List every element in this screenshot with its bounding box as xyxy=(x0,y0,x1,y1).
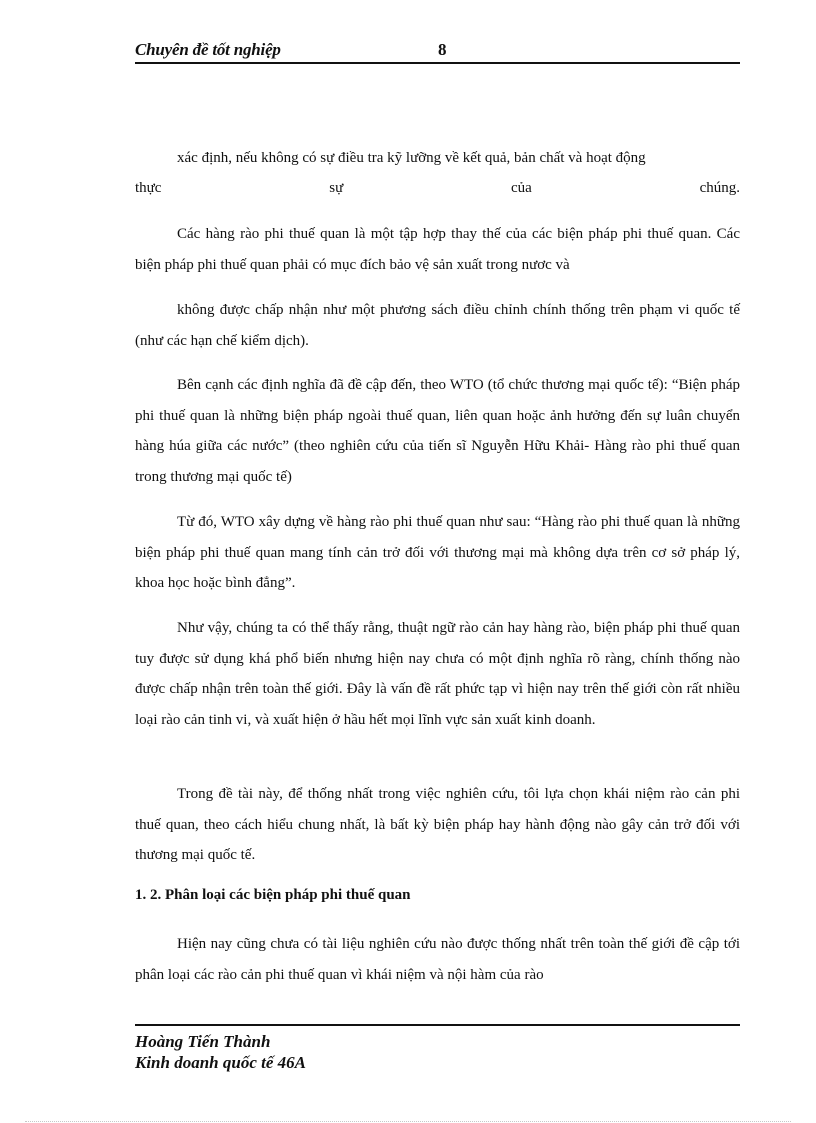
paragraph-1-line-2: thực sự của chúng. xyxy=(135,180,740,196)
section-heading: 1. 2. Phân loại các biện pháp phi thuế quan xyxy=(135,887,411,903)
page-footer xyxy=(135,1024,740,1073)
paragraph-8: Hiện nay cũng chưa có tài liệu nghiên cứu nào được thống nhất trên toàn thế giới đề cập tới phân loại các rào cản phi thuế quan vì khái niệm và nội hàm của rào xyxy=(135,936,740,983)
paragraph-1-line-1: xác định, nếu không có sự điều tra kỹ lưỡng về kết quả, bản chất và hoạt động xyxy=(177,150,646,166)
paragraph-2: Các hàng rào phi thuế quan là một tập hợp thay thế của các biện pháp phi thuế quan. Các biện pháp phi thuế quan phải có mục đích bảo vệ sản xuất trong nươc và xyxy=(135,226,740,273)
paragraph-3: không được chấp nhận như một phương sách điều chỉnh chính thống trên phạm vi quốc tế (như các hạn chế kiểm dịch). xyxy=(135,302,740,349)
paragraph-6: Như vậy, chúng ta có thể thấy rằng, thuật ngữ rào cản hay hàng rào, biện pháp phi thuế quan tuy được sử dụng khá phổ biến nhưng hiện nay chưa có một định nghĩa rõ ràng, chính thống nào được chấp nhận trên toàn thế giới. Đây là vấn đề rất phức tạp vì hiện nay trên thế giới còn rất nhiều loại rào cản tinh vi, và xuất hiện ở hầu hết mọi lĩnh vực sản xuất kinh doanh. xyxy=(135,620,740,728)
footer-author: Hoàng Tiến Thành xyxy=(135,1032,271,1051)
header-title: Chuyên đề tốt nghiệp xyxy=(135,40,281,59)
paragraph-5: Từ đó, WTO xây dựng về hàng rào phi thuế quan như sau: “Hàng rào phi thuế quan là những biện pháp phi thuế quan mang tính cản trở đối với thương mại mà không dựa trên cơ sở pháp lý, khoa học hoặc bình đẳng”. xyxy=(135,514,740,591)
paragraph-7: Trong đề tài này, để thống nhất trong việc nghiên cứu, tôi lựa chọn khái niệm rào cản phi thuế quan, theo cách hiểu chung nhất, là bất kỳ biện pháp hay hành động nào gây cản trở đối với thương mại quốc tế. xyxy=(135,786,740,863)
paragraph-4: Bên cạnh các định nghĩa đã đề cập đến, theo WTO (tổ chức thương mại quốc tế): “Biện pháp phi thuế quan là những biện pháp ngoài thuế quan, liên quan hoặc ảnh hưởng đến sự luân chuyển hàng húa giữa các nước” (theo nghiên cứu của tiến sĩ Nguyễn Hữu Khải- Hàng rào phi thuế quan trong thương mại quốc tế) xyxy=(135,377,740,485)
page-number: 8 xyxy=(438,40,447,59)
page-header xyxy=(135,40,740,64)
footer-class: Kinh doanh quốc tế 46A xyxy=(135,1053,306,1072)
page-bottom-edge xyxy=(25,1121,791,1122)
